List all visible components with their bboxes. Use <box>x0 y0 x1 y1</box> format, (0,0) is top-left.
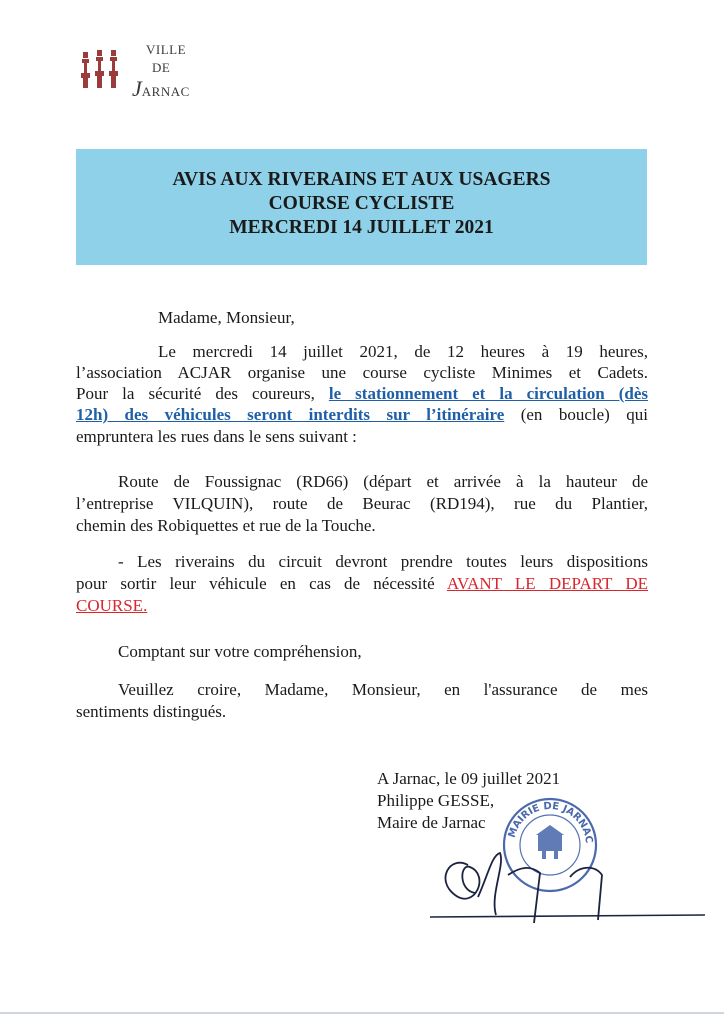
title-line-2: COURSE CYCLISTE <box>268 193 455 214</box>
para1-line3 <box>76 382 648 405</box>
deadline-warning: AVANT LE DEPART DE <box>446 574 648 593</box>
para3-line2 <box>76 572 648 595</box>
formal-closing-line2: sentiments distingués. <box>76 702 227 721</box>
para3-line2-start: pour sortir leur véhicule en cas de nécessité <box>76 574 447 593</box>
para3-line1: - Les riverains du circuit devront prendre toutes leurs dispositions <box>118 552 648 571</box>
para1-line4-end: (en boucle) qui <box>504 405 649 424</box>
logo-text-de: DE <box>152 60 171 75</box>
logo-text-jarnac <box>132 76 190 102</box>
town-logo <box>80 38 220 108</box>
para1-line1: Le mercredi 14 juillet 2021, de 12 heures à 19 heures, <box>158 342 648 361</box>
route-line1: Route de Foussignac (RD66) (départ et arrivée à la hauteur de <box>118 472 648 491</box>
para1-line5: empruntera les rues dans le sens suivant : <box>76 427 357 446</box>
mayor-role: Maire de Jarnac <box>377 813 486 832</box>
mayor-signature <box>430 835 710 925</box>
para1-line4 <box>76 403 648 426</box>
mayor-name: Philippe GESSE, <box>377 791 495 810</box>
route-line2: l’entreprise VILQUIN), route de Beurac (RD194), rue du Plantier, <box>76 494 648 513</box>
logo-rest: ARNAC <box>141 84 190 99</box>
title-line-3: MERCREDI 14 JUILLET 2021 <box>229 217 494 238</box>
stamp-text: MAIRIE DE JARNAC <box>506 800 595 844</box>
para3-line3 <box>76 594 147 617</box>
logo-initial: J <box>132 76 142 101</box>
parking-ban-highlight-2: 12h) des véhicules seront interdits sur l’itinéraire <box>76 405 505 424</box>
title-line-1: AVIS AUX RIVERAINS ET AUX USAGERS <box>172 169 551 190</box>
deadline-warning-2: COURSE. <box>76 596 148 615</box>
route-line3: chemin des Robiquettes et rue de la Touche. <box>76 516 376 535</box>
page-bottom-rule <box>0 1012 724 1014</box>
place-date: A Jarnac, le 09 juillet 2021 <box>377 769 561 788</box>
para1-line3-start: Pour la sécurité des coureurs, <box>76 384 329 403</box>
notice-title-box <box>76 149 647 265</box>
town-crest-icon <box>80 46 130 96</box>
logo-text-ville: VILLE <box>146 42 187 57</box>
salutation: Madame, Monsieur, <box>158 308 295 327</box>
closing-line: Comptant sur votre compréhension, <box>118 642 362 661</box>
parking-ban-highlight: le stationnement et la circulation (dès <box>328 384 649 403</box>
formal-closing-line1: Veuillez croire, Madame, Monsieur, en l'assurance de mes <box>118 680 648 699</box>
para1-line2: l’association ACJAR organise une course cycliste Minimes et Cadets. <box>76 363 648 382</box>
